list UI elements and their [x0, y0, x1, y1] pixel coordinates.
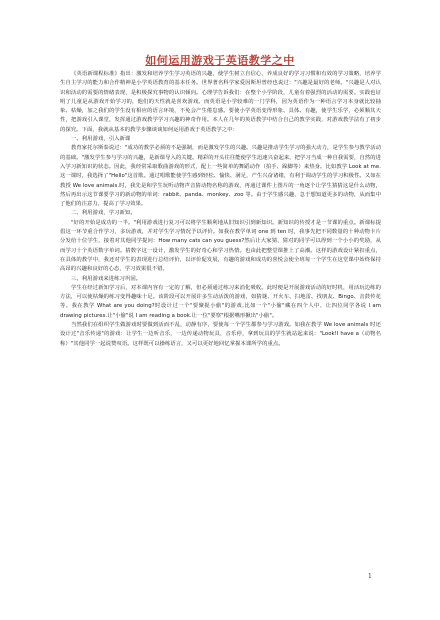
- section-heading-3: 三、利用游戏来进练习巩固。: [71, 275, 142, 282]
- section-2-paragraph: "好的开始是成功的一半。"利用游戏进行复习可以将学生顺利地从旧知识引到新知识。新知识的传授才是一节课的重点。新课标提倡这一环节重合作学习，多玩游戏，并对学生学习情况予以评价。如我在教学单词 one 到 ten 时，我事先把不同数量的十种动物卡片分发给十位学生，接着对其他同学提问：How many cats can you guess?然后让大家猜，猜对的同学可以得到一个小小的奖励，从而学习十个英语数字单词。猜数字这一设计，激发学生的好奇心和学习热情。也由此把整堂课推上了高潮。这样的游戏设计紧扣重点，在具体的教学中，我还对学生的表现进行总结评价，以评价促发展，有趣的游戏和成功的喜悦会使全班每一个学生在这堂课中始终保持高昂的兴趣和良好的心态，学习效果很不错。: [60, 219, 381, 273]
- closing-paragraph: 当然我们在组织学生做游戏时要做到活而不乱，动静有序，要使每一个学生都参与学习游戏。如我在教学 We love animals 时还设计过"音乐传递"的游戏：让学生一边听音乐，一边传递动物玩具，音乐停，拿到玩具的学生就站起来说："Look!I have a（动物名称）"其他同学一起说赞叹语。这样既可以操练语言，又可以更好地回忆掌握本课所学的重点。: [60, 322, 381, 347]
- section-1-paragraph: 教育家托尔斯泰说过："成功的教学必须的不是强制，而是激发学生的兴趣。兴趣是推动学生学习的强大动力，是学生参与教学活动的基础。"激发学生参与学习的兴趣，是新课导入的关键。精彩的开头往往能使学生迅速兴奋起来，把学习当成一种自我需要，自然的进入学习新知识的状态。因此，我经常采取歌曲游戏的形式，配上一些简单的舞蹈动作（拍手、跺脚等）来热身。比如教学 Look at me.这一课时，我选择了"Hello"这首歌。通过唱歌能使学生感到轻松、愉快、满足，产生兴奋诸绪，有利于调动学生的学习积极性。又如在教授 We love animals.时，我先是和学生玩听动物声音猜动物名称的游戏，再通过课件上图片的一角逐个让学生猜猜这是什么动物，然后再出示这节课要学习的新动物的单词：rabbit、panda、monkey、zoo 等。由于学生感兴趣，急于想知道更多的动物，从而集中了他们的注意力，提高了学习效果。: [60, 145, 381, 208]
- section-heading-1: 一、利用游戏，引入新课: [71, 136, 131, 143]
- section-heading-2: 二、利用游戏，学习新知。: [71, 210, 136, 217]
- document-body: [60, 70, 381, 349]
- intro-paragraph: 《英语新课程标准》指出：激发和培养学生学习英语的兴趣，使学生树立自信心，养成良好的学习习惯和有效的学习策略，培养学生自主学习的能力和合作精神是小学英语教育的基本任务。世界著名科学家爱因斯坦曾经也说过："兴趣是最好的老师。"兴趣是人对认识和活动的需要的情绪表现，是积极探究事物的认识倾向。心理学告诉我们：在整个小学阶段，儿童有着强烈的活动的需要。实践也证明了儿童是从游戏开始学习的，他们的天性就是喜欢游戏。而英语是小学较难的一门学科，因为英语作为一种语言学习本身就比较抽象、枯燥，加之我们的学生没有相应的语言环境，不免会产生倦怠感。要使小学英语变得形象、具体、有趣，使学生乐学，必须顺其天性，把游戏引入课堂，发挥通过游戏教学学习兴趣的神奇作用。本人在几年的英语教学中结合自己的教学实践，对游戏教学法有了初步的探究。下面，我就从基本的教学步骤谈谈如何运用游戏于英语教学之中：: [60, 71, 381, 133]
- document-title: 如何运用游戏于英语教学之中: [145, 54, 295, 67]
- page-number: 1: [368, 573, 372, 580]
- section-3-paragraph: 学生在经过新知学习后，对本课内容有一定的了解，但必须通过练习来消化吸收。此时便是开展游戏活动的好时机，用活玩边练的方法，可以使枯燥的练习变得趣味十足。该阶段可以开展许多生动活泼的游戏，如猜谜、开火车、扫地雷、找朋友、Bingo、击鼓传花等。我在教学 What are you doing?时设计过一个"要聚捉小偷"的游戏,比如一个"小偷"藏在四个人中，让四位同学各说 I am drawing pictures.让"小偷"说 I am reading a book.让一位"要察"根据嘴形揪出"小偷"。: [60, 284, 381, 319]
